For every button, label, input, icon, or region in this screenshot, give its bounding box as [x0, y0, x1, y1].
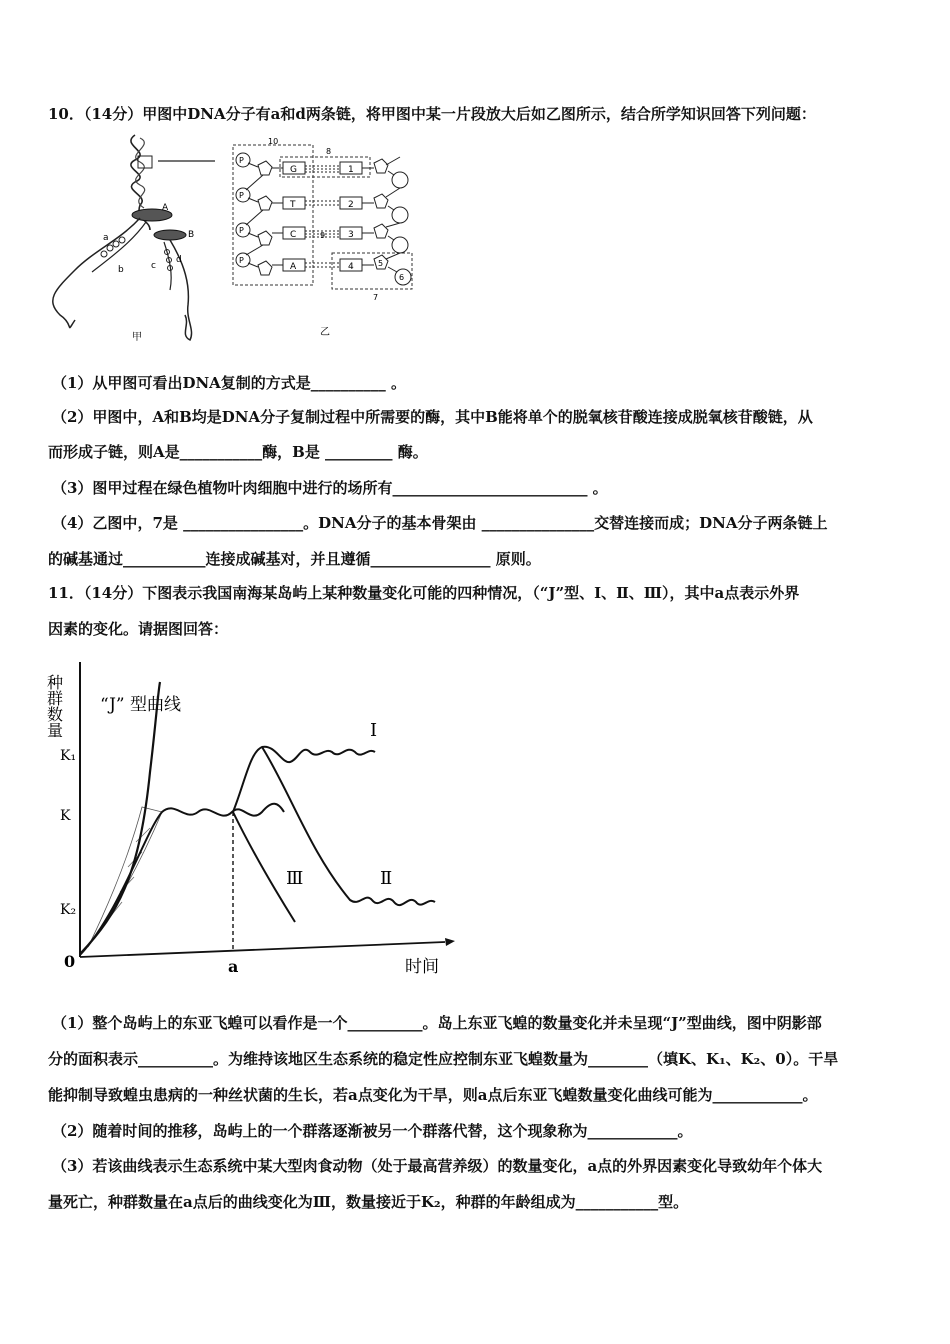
j-curve-label: “J” 型曲线: [100, 695, 181, 715]
label-7: 7: [373, 293, 379, 302]
label-9: 9: [320, 231, 326, 240]
q10-part2-line2: 而形成子链，则A是___________酶，B是 _________ 酶。: [48, 443, 428, 461]
figure-jia: [40, 130, 230, 345]
q10-header: 10．（14分）甲图中DNA分子有a和d两条链，将甲图中某一片段放大后如乙图所示，结合所学知识回答下列问题：: [48, 105, 816, 123]
svg-text:2: 2: [348, 200, 354, 210]
curve-ii-label: Ⅱ: [380, 868, 393, 889]
q11-part1-line1: （1）整个岛屿上的东亚飞蝗可以看作是一个__________。岛上东亚飞蝗的数量变化并未呈现“J”型曲线，图中阴影部: [52, 1014, 822, 1032]
s-curve: [80, 804, 284, 955]
q10-part4-line2: 的碱基通过___________连接成碱基对，并且遵循________________ 原则。: [48, 550, 541, 568]
strand-a: [53, 218, 140, 328]
svg-text:C: C: [290, 230, 297, 240]
q10-part2-line1: （2）甲图中，A和B均是DNA分子复制过程中所需要的酶，其中B能将单个的脱氧核苷酸连接成脱氧核苷酸链，从: [52, 408, 813, 426]
q10-part1: （1）从甲图可看出DNA复制的方式是__________ 。: [52, 374, 407, 392]
label-8: 8: [326, 147, 332, 156]
label-d: d: [176, 255, 182, 265]
svg-text:P: P: [239, 256, 244, 265]
left-bases: [272, 162, 305, 272]
caption-jia: 甲: [132, 332, 142, 343]
label-10: 10: [268, 137, 279, 146]
hydrogen-bonds: [305, 166, 340, 267]
origin-label: 0: [64, 952, 76, 971]
q11-part1-line2: 分的面积表示__________。为维持该地区生态系统的稳定性应控制东亚飞蝗数量为________（填K、K₁、K₂、0）。干旱: [48, 1050, 839, 1068]
svg-text:3: 3: [348, 230, 354, 240]
left-backbone: [236, 153, 272, 275]
q10-part4-line1: （4）乙图中，7是 ________________。DNA分子的基本骨架由 _______________交替连接而成；DNA分子两条链上: [52, 514, 828, 532]
label-B: B: [188, 230, 195, 240]
right-backbone: [362, 157, 411, 285]
label-A: A: [162, 203, 169, 213]
y-axis-label: 种群数量: [44, 674, 64, 738]
x-axis-label: 时间: [405, 957, 439, 977]
svg-text:5: 5: [378, 259, 384, 268]
k1-label: K₁: [60, 748, 77, 764]
shaded-area: [88, 807, 162, 947]
k2-label: K₂: [60, 902, 77, 918]
q10-part3: （3）图甲过程在绿色植物叶肉细胞中进行的场所有__________________________ 。: [52, 479, 608, 497]
label-c: c: [151, 261, 156, 271]
q11-part3-line1: （3）若该曲线表示生态系统中某大型肉食动物（处于最高营养级）的数量变化，a点的外界因素变化导致幼年个体大: [52, 1157, 823, 1175]
figure-yi: [228, 135, 428, 340]
svg-text:1: 1: [348, 165, 354, 175]
q11-header-line2: 因素的变化。请据图回答：: [48, 620, 229, 638]
q11-part1-line3: 能抑制导致蝗虫患病的一种丝状菌的生长，若a点变化为干旱，则a点后东亚飞蝗数量变化曲线可能为____________。: [48, 1086, 818, 1104]
svg-text:T: T: [290, 200, 296, 210]
svg-text:P: P: [239, 156, 244, 165]
svg-text:P: P: [239, 191, 244, 200]
curve-iii: [233, 812, 295, 922]
svg-text:A: A: [290, 262, 297, 272]
caption-yi: 乙: [320, 327, 330, 338]
label-b: b: [118, 265, 124, 275]
svg-text:4: 4: [348, 262, 354, 272]
q11-header-line1: 11．（14分）下图表示我国南海某岛屿上某种数量变化可能的四种情况，（“J”型、Ⅰ、Ⅱ、Ⅲ），其中a点表示外界: [48, 584, 800, 602]
curve-i: [233, 747, 375, 812]
curve-i-label: Ⅰ: [370, 720, 378, 741]
k-label: K: [60, 808, 71, 824]
curve-iii-label: Ⅲ: [286, 868, 304, 889]
q11-part2: （2）随着时间的推移，岛屿上的一个群落逐渐被另一个群落代替，这个现象称为____________。: [52, 1122, 693, 1140]
j-curve: [80, 682, 160, 954]
svg-text:G: G: [290, 165, 297, 175]
enzyme-b: [154, 230, 186, 240]
q11-part3-line2: 量死亡，种群数量在a点后的曲线变化为Ⅲ，数量接近于K₂，种群的年龄组成为___________型。: [48, 1193, 689, 1211]
svg-text:6: 6: [399, 273, 405, 282]
right-bases: [340, 162, 362, 272]
x-axis: [80, 942, 445, 957]
a-label: a: [228, 957, 239, 976]
label-a: a: [103, 233, 109, 243]
population-graph: [44, 652, 470, 982]
svg-text:P: P: [239, 226, 244, 235]
